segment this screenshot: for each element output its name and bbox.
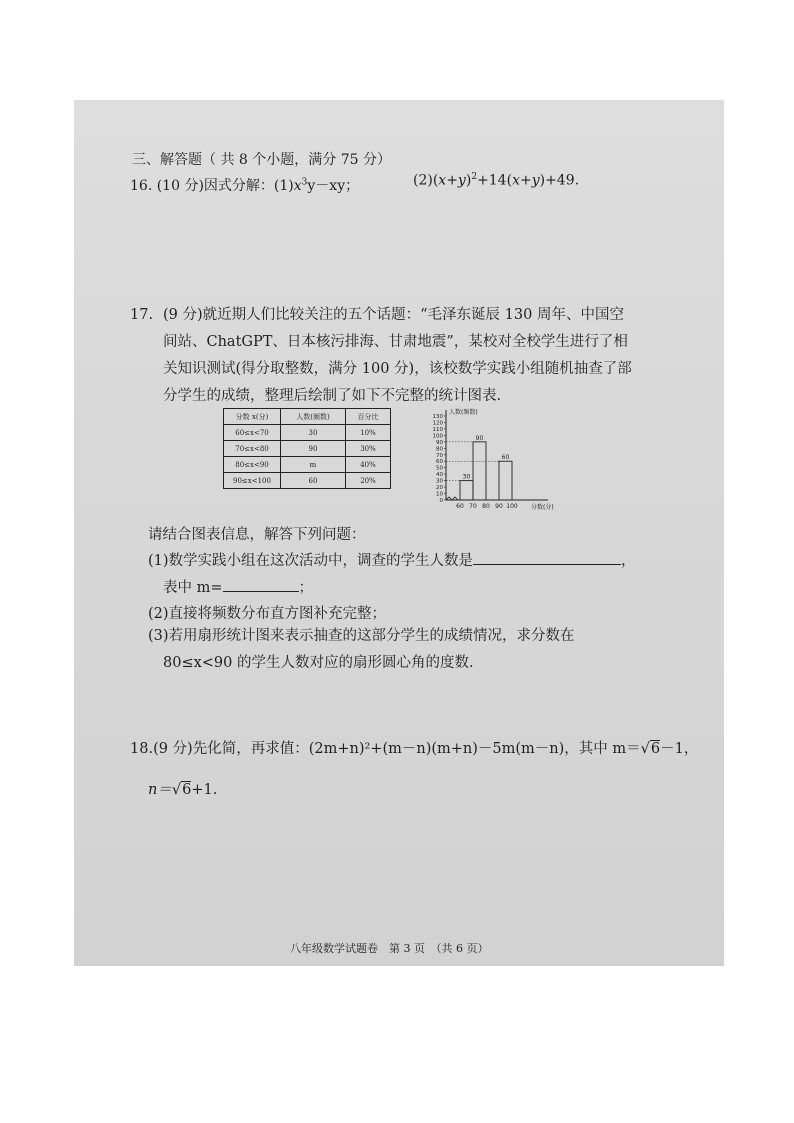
question-16-intro: (10 分)因式分解：(1) — [156, 178, 294, 194]
question-17-line-4: 分学生的成绩，整理后绘制了如下不完整的统计图表. — [163, 388, 502, 404]
table-cell: m — [281, 457, 346, 473]
table-cell: 80≤x<90 — [224, 457, 281, 473]
answer-blank-m[interactable] — [223, 577, 299, 592]
question-17-prompt: 请结合图表信息，解答下列问题： — [148, 527, 366, 543]
bar-data-label: 30 — [462, 473, 471, 481]
y-tick-label: 100 — [432, 433, 443, 440]
bar-data-label: 90 — [475, 434, 484, 442]
y-tick-label: 10 — [436, 491, 443, 498]
x-tick-label: 90 — [495, 503, 503, 510]
question-17-line-1: (9 分)就近期人们比较关注的五个话题：“毛泽东诞辰 130 周年、中国空 — [163, 307, 624, 323]
question-17-sub1-m: 表中 m= ； — [163, 575, 313, 602]
question-18-cont: n＝√6+1. — [148, 782, 218, 798]
y-tick-label: 0 — [439, 498, 443, 504]
table-cell: 30 — [281, 425, 346, 441]
question-16-part2: $(2)(x+y)^2+14(x+y)+49$. — [413, 172, 580, 189]
y-tick-label: 30 — [436, 478, 443, 485]
q16-var-x: x — [293, 178, 302, 194]
table-cell: 20% — [346, 473, 391, 489]
histogram-bar — [460, 481, 473, 500]
question-17-sub3: (3)若用扇形统计图来表示抽查的这部分学生的成绩情况，求分数在 — [148, 628, 575, 644]
answer-blank-total[interactable] — [473, 550, 621, 565]
y-tick-label: 50 — [436, 465, 443, 472]
table-cell: 30% — [346, 441, 391, 457]
bar-data-label: 60 — [501, 454, 510, 462]
y-tick-label: 90 — [436, 439, 443, 446]
table-row — [224, 425, 391, 441]
y-tick-label: 20 — [436, 485, 443, 492]
table-cell: 70≤x<80 — [224, 441, 281, 457]
sqrt-symbol: √ — [640, 741, 650, 757]
table-row — [224, 473, 391, 489]
table-row — [224, 441, 391, 457]
table-cell: 60 — [281, 473, 346, 489]
section-heading: 三、解答题（ 共 8 个小题，满分 75 分） — [132, 152, 391, 168]
table-header: 人数(频数) — [281, 409, 346, 425]
q16-exponent: 3 — [301, 177, 308, 188]
question-18-label: 18. — [130, 741, 154, 757]
y-tick-label: 60 — [436, 459, 443, 466]
x-tick-label: 80 — [482, 503, 490, 510]
y-tick-label: 80 — [436, 446, 443, 453]
table-cell: 90≤x<100 — [224, 473, 281, 489]
y-tick-label: 110 — [432, 426, 443, 433]
table-row — [224, 457, 391, 473]
question-17-sub3-cont: 80≤x<90 的学生人数对应的扇形圆心角的度数. — [163, 655, 474, 671]
y-tick-label: 120 — [432, 420, 443, 427]
question-18-text: (9 分)先化简，再求值：(2m+n)²+(m－n)(m+n)－5m(m－n)，其中 m＝ — [153, 741, 641, 757]
x-tick-label: 100 — [506, 503, 518, 510]
page-footer: 八年级数学试题卷 第 3 页 （共 6 页） — [290, 942, 489, 955]
x-axis-label: 分数(分) — [531, 504, 554, 511]
table-cell: 40% — [346, 457, 391, 473]
question-17-label: 17. — [130, 307, 154, 323]
histogram-bar — [473, 442, 486, 500]
question-17-sub2: (2)直接将频数分布直方图补充完整； — [148, 606, 387, 622]
frequency-table — [223, 408, 391, 489]
table-cell: 10% — [346, 425, 391, 441]
question-18: 18.(9 分)先化简，再求值：(2m+n)²+(m－n)(m+n)－5m(m－n)，其中 m＝√6－1， — [130, 741, 699, 757]
y-axis-label: 人数(频数) — [449, 409, 478, 416]
table-header-row — [224, 409, 391, 425]
table-cell: 90 — [281, 441, 346, 457]
frequency-histogram — [420, 406, 570, 514]
histogram-bar — [499, 461, 512, 500]
sqrt-symbol: √ — [171, 782, 182, 798]
table-cell: 60≤x<70 — [224, 425, 281, 441]
x-tick-label: 70 — [469, 503, 477, 510]
question-16 — [130, 175, 359, 195]
table-header: 百分比 — [346, 409, 391, 425]
y-tick-label: 70 — [436, 452, 443, 459]
question-17-sub1: (1)数学实践小组在这次活动中，调查的学生人数是 ， — [148, 548, 636, 575]
y-tick-label: 130 — [432, 414, 443, 420]
y-tick-label: 40 — [436, 472, 443, 479]
question-17-line-2: 间站、ChatGPT、日本核污排海、甘肃地震”，某校对全校学生进行了相 — [163, 334, 628, 350]
question-17-line-3: 关知识测试(得分取整数，满分 100 分)，该校数学实践小组随机抽查了部 — [163, 361, 632, 377]
question-16-part1: y－xy； — [307, 178, 360, 194]
table-header: 分数 x(分) — [224, 409, 281, 425]
x-tick-label: 60 — [456, 503, 464, 510]
question-16-label: 16. — [130, 178, 153, 194]
